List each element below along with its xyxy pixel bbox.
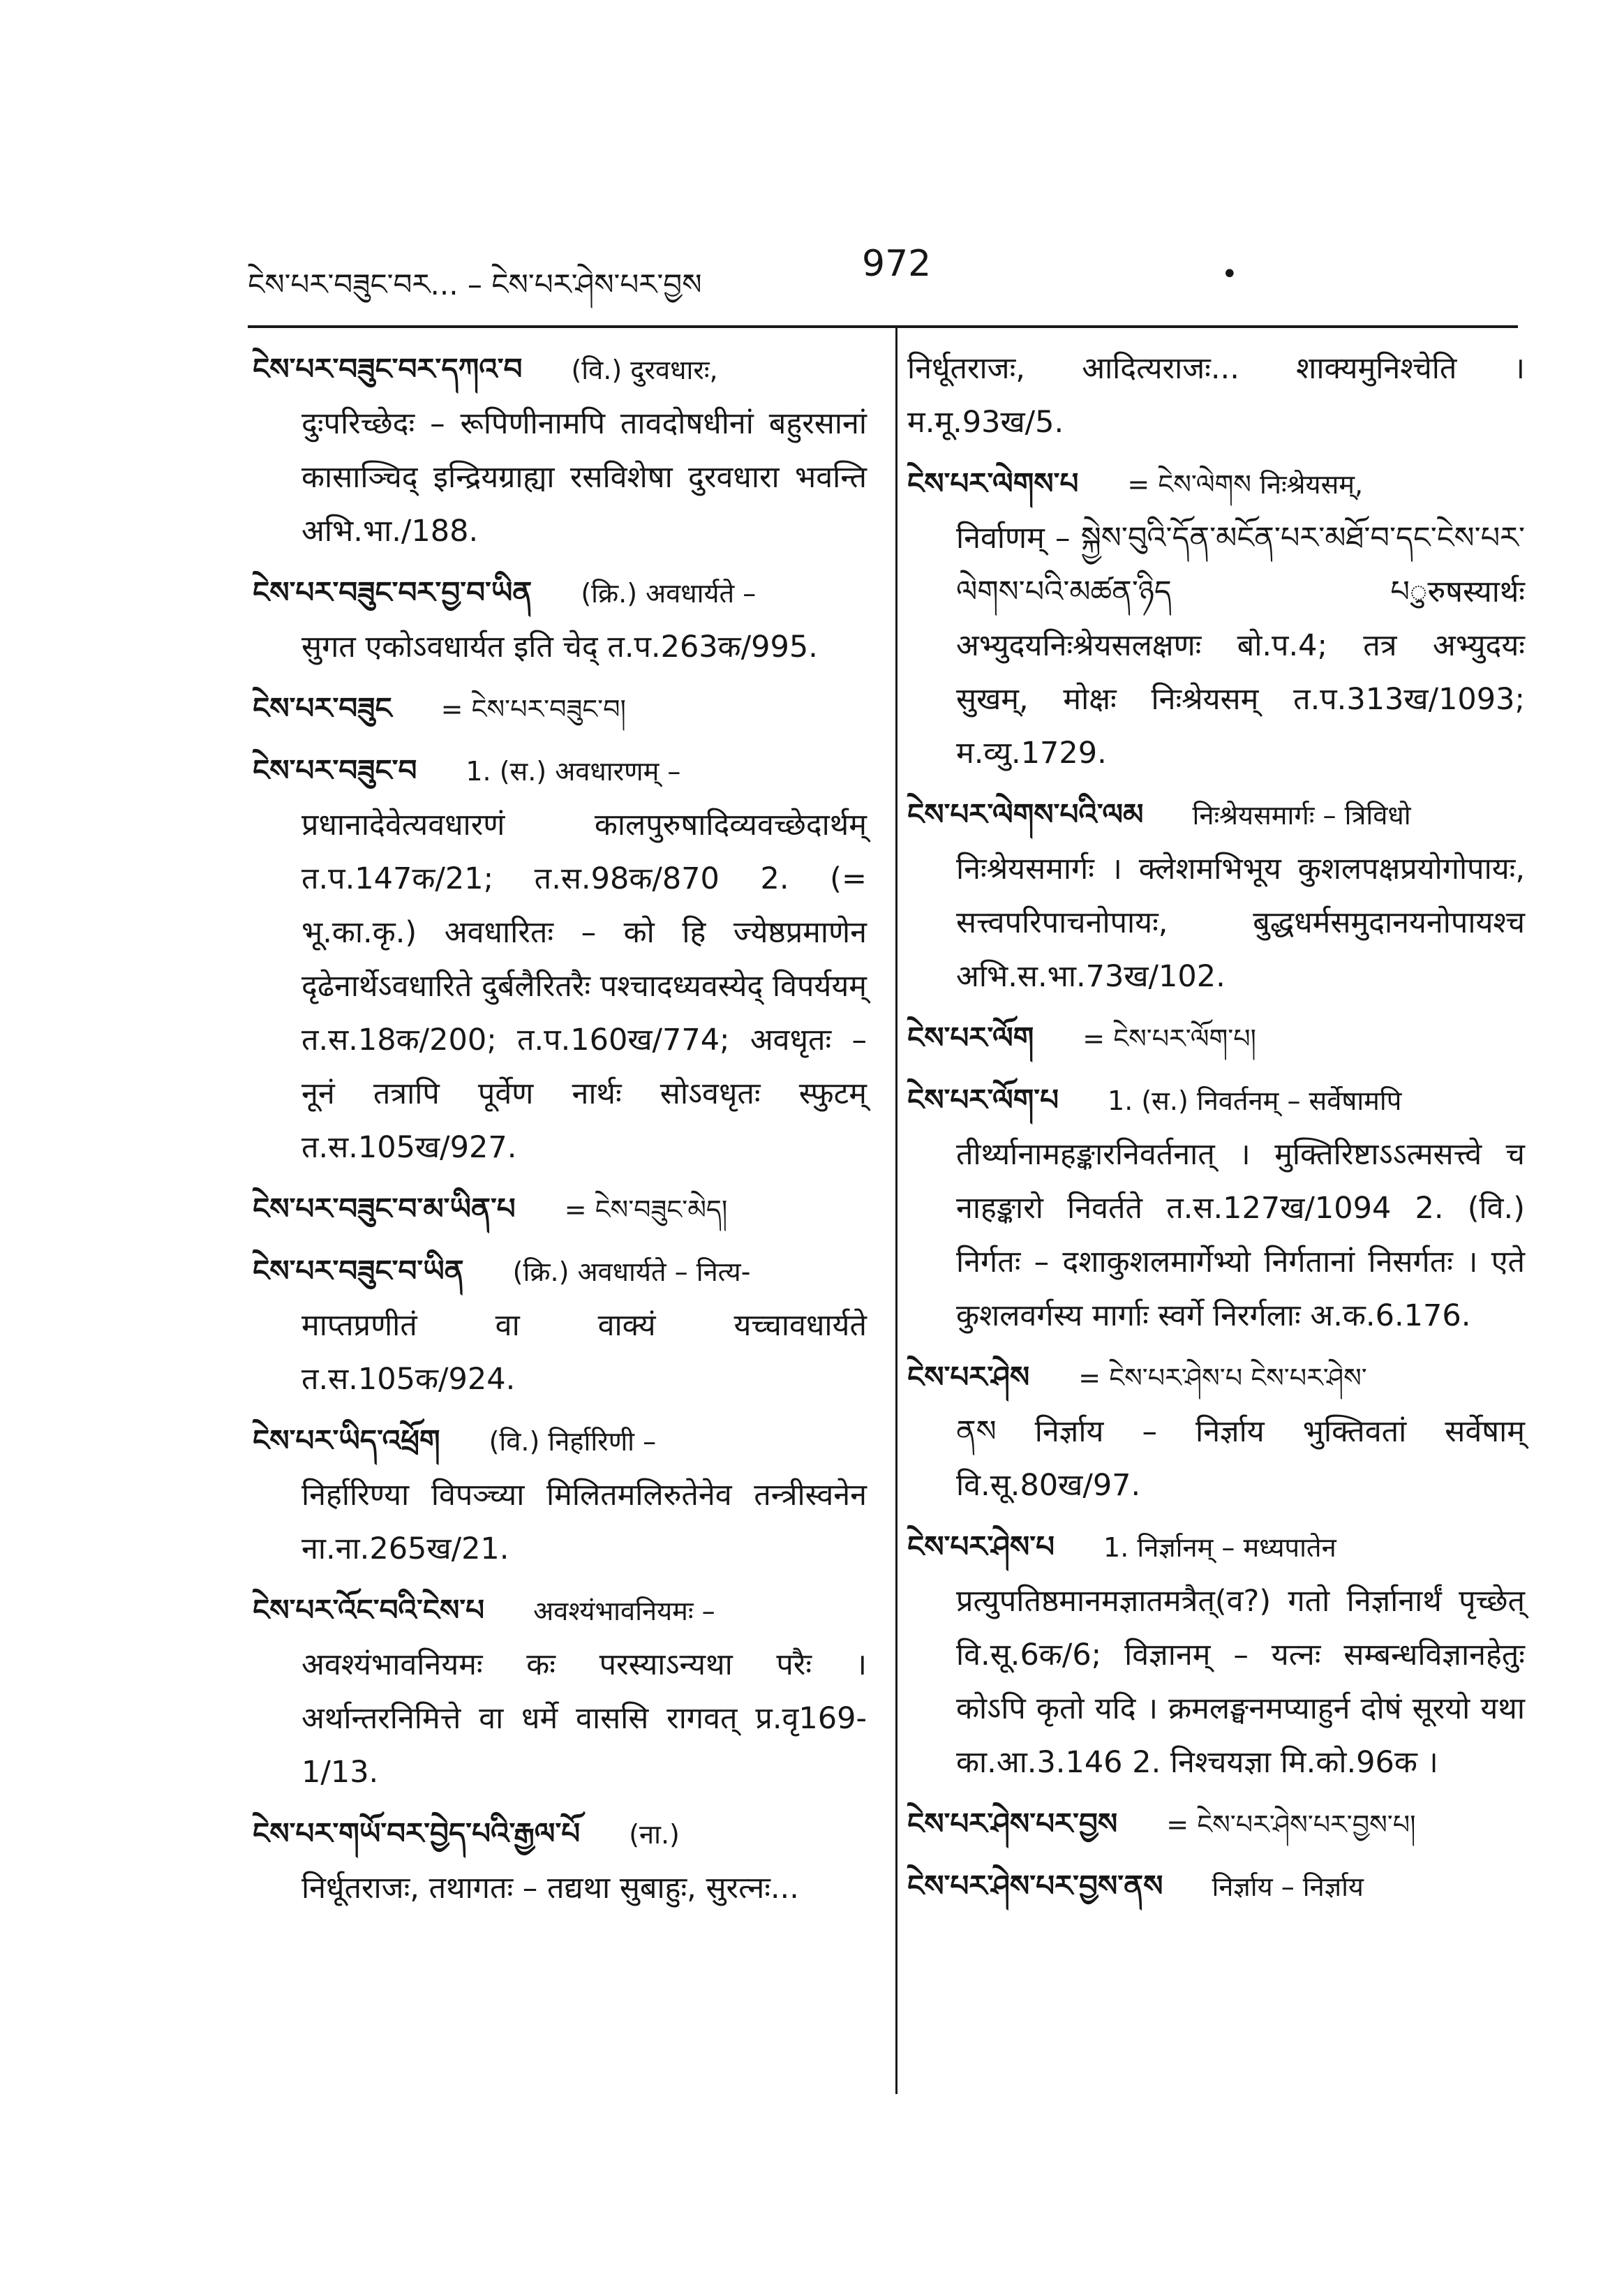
grammar-note: 1. (स.) निवर्तनम् – सर्वेषामपि (1108, 1085, 1402, 1116)
grammar-note: = ངེས་པར་ལོག་པ། (1082, 1023, 1256, 1054)
dictionary-entry (907, 1859, 1525, 1914)
grammar-note: = ངེས་པར་ཤེས་པ ངེས་པར་ཤེས་ (1078, 1363, 1367, 1393)
grammar-note: = ངེས་པར་ཤེས་པར་བྱས་པ། (1166, 1809, 1416, 1840)
dictionary-entry (253, 1806, 867, 1915)
dictionary-entry (253, 681, 867, 736)
headword: ངེས་པར་ལེགས་པ (907, 466, 1079, 500)
entry-definition: सुगत एकोऽवधार्यत इति चेद् त.प.263क/995. (301, 630, 818, 665)
headword: ངེས་པར་ཤེས (907, 1360, 1030, 1394)
entry-definition: निर्वाणम् – སྐྱེས་བུའི་དོན་མངོན་པར་མཐོ་བ་དང་ངེས་པར་ལེགས་པའི་མཚན་ཉིད པुरुषस्यार्थः अभ्युदयनिःश्रेयसलक्षणः बो.प.4; तत्र अभ्युदयः सुखम्, मोक्षः निःश्रेयसम् त.प.313ख/1093; म.व्यु.1729. (956, 521, 1525, 771)
entry-headline (253, 1583, 867, 1638)
entry-headline (253, 342, 867, 397)
dictionary-entry (253, 743, 867, 1175)
header-rule (248, 325, 1518, 328)
dictionary-entry (253, 565, 867, 674)
entry-definition: अवश्यंभावनियमः कः परस्याऽन्यथा परैः । अर्थान्तरनिमित्ते वा धर्मे वाससि रागवत् प्र.वृ169-1/13. (301, 1647, 867, 1790)
headword: ངེས་པར་བཟུང་བ་ཡིན (253, 1254, 464, 1288)
header-mark: • (1221, 258, 1238, 290)
entry-definition: निर्धूतराजः, आदित्यराजः... शाक्यमुनिश्चेति । म.मू.93ख/5. (907, 351, 1525, 440)
entry-definition: प्रधानादेवेत्यवधारणं कालपुरुषादिव्यवच्छेदार्थम् त.प.147क/21; त.स.98क/870 2. (= भू.का.कृ.) अवधारितः – को हि ज्येष्ठप्रमाणेन दृढेनार्थेऽवधारिते दुर्बलैरितरैः पश्चादध्यवस्येद् विपर्ययम् त.स.18क/200; त.प.160ख/774; अवधृतः – नूनं तत्रापि पूर्वेण नार्थः सोऽवधृतः स्फुटम् त.स.105ख/927. (301, 808, 867, 1165)
entry-headline (253, 1244, 867, 1299)
headword: ངེས་པར་བཟུང (253, 691, 392, 725)
entry-headline (907, 1520, 1525, 1575)
grammar-note: (क्रि.) अवधार्यते – (581, 578, 757, 609)
headword: ངེས་པར་ཤེས་པར་བྱས (907, 1806, 1118, 1841)
entry-headline (253, 743, 867, 799)
entry-definition: प्रत्युपतिष्ठमानमज्ञातमत्रैत्(व?) गतो निर्ज्ञानार्थं पृच्छेत् वि.सू.6क/6; विज्ञानम् – यत्नः सम्बन्धविज्ञानहेतुः कोऽपि कृतो यदि । क्रमलङ्घनमप्याहुर्न दोषं सूरयो यथा का.आ.3.146 2. निश्चयज्ञा मि.को.96क । (956, 1584, 1525, 1780)
dictionary-entry (907, 457, 1525, 780)
headword: ངེས་པར་ལོག (907, 1021, 1034, 1055)
entry-headline (253, 1413, 867, 1469)
dictionary-entry (907, 1520, 1525, 1790)
headword: ངེས་པར་ཤེས་པར་བྱས་ནས (907, 1869, 1163, 1903)
headword: ངེས་པར་འོང་བའི་ངེས་པ (253, 1593, 485, 1627)
page-number: 972 (862, 243, 932, 285)
headword: ངེས་པར་ཤེས་པ (907, 1529, 1055, 1564)
grammar-note: निःश्रेयसमार्गः – त्रिविधो (1192, 800, 1411, 831)
entry-definition: निःश्रेयसमार्गः । क्लेशमभिभूय कुशलपक्षप्रयोगोपायः, सत्त्वपरिपाचनोपायः, बुद्धधर्मसमुदानयनोपायश्च अभि.स.भा.73ख/102. (956, 852, 1525, 994)
entry-definition: निर्हारिण्या विपञ्च्या मिलितमलिरुतेनेव तन्त्रीस्वनेन ना.ना.265ख/21. (301, 1478, 867, 1566)
grammar-note: (ना.) (629, 1819, 680, 1850)
dictionary-entry (907, 1011, 1525, 1066)
right-column (907, 342, 1525, 1921)
headword: ངེས་པར་གཡོ་བར་བྱེད་པའི་རྒྱལ་པོ (253, 1816, 581, 1850)
dictionary-entry (907, 787, 1525, 1004)
entry-headline (253, 1182, 867, 1237)
headword: ངེས་པར་བཟུང་བར་བྱ་བ་ཡིན (253, 575, 532, 609)
dictionary-entry (253, 1583, 867, 1799)
grammar-note: निर्ज्ञाय – निर्ज्ञाय (1212, 1871, 1364, 1902)
entry-headline (907, 1797, 1525, 1852)
headword: ངེས་པར་ལེགས་པའི་ལམ (907, 797, 1144, 831)
headword: ངེས་པར་ལོག་པ (907, 1083, 1059, 1117)
entry-definition: माप्तप्रणीतं वा वाक्यं यच्चावधार्यते त.स.105क/924. (301, 1308, 867, 1397)
entry-headline (907, 1073, 1525, 1128)
grammar-note: (वि.) दुरवधारः, (571, 355, 718, 385)
grammar-note: = ངེས་ལེགས निःश्रेयसम्, (1127, 469, 1364, 500)
entry-headline (907, 457, 1525, 512)
entry-definition: ནས निर्ज्ञाय – निर्ज्ञाय भुक्तिवतां सर्वेषाम् वि.सू.80ख/97. (956, 1414, 1525, 1503)
entry-headline (907, 787, 1525, 843)
entry-headline (907, 1859, 1525, 1914)
dictionary-entry (253, 342, 867, 558)
entry-headline (253, 681, 867, 736)
entry-definition: निर्धूतराजः, तथागतः – तद्यथा सुबाहुः, सुरत्नः... (301, 1871, 799, 1906)
grammar-note: = ངེས་བཟུང་མེད། (564, 1194, 728, 1225)
grammar-note: (क्रि.) अवधार्यते – नित्य- (512, 1256, 751, 1287)
entry-definition: तीर्थ्यानामहङ्कारनिवर्तनात् । मुक्तिरिष्टाऽऽत्मसत्त्वे च नाहङ्कारो निवर्तते त.स.127ख/1094 2. (वि.) निर्गतः – दशाकुशलमार्गेभ्यो निर्गतानां निसर्गतः । एते कुशलवर्गस्य मार्गाः स्वर्गे निरर्गलाः अ.क.6.176. (956, 1137, 1525, 1333)
entry-headline (907, 1350, 1525, 1405)
headword: ངེས་པར་བཟུང་བ་མ་ཡིན་པ (253, 1192, 516, 1226)
headword: ངེས་པར་བཟུང་བར་དཀའ་བ (253, 352, 523, 386)
grammar-note: = ངེས་པར་བཟུང་བ། (440, 694, 626, 725)
dictionary-entry (907, 1797, 1525, 1852)
headword: ངེས་པར་བཟུང་བ (253, 753, 417, 787)
grammar-note: 1. निर्ज्ञानम् – मध्यपातेन (1103, 1532, 1336, 1563)
column-divider (895, 328, 897, 2094)
grammar-note: अवश्यंभावनियमः – (533, 1596, 715, 1626)
page-header (248, 237, 1525, 302)
guide-words: ངེས་པར་བཟུང་བར... – ངེས་པར་ཤེས་པར་བྱས (248, 267, 702, 302)
headword: ངེས་པར་ཡིད་འཕྲོག (253, 1423, 440, 1457)
entry-definition: दुःपरिच्छेदः – रूपिणीनामपि तावदोषधीनां बहुरसानां कासाञ्चिद् इन्द्रियग्राह्या रसविशेषा दुरवधारा भवन्ति अभि.भा./188. (301, 406, 867, 549)
grammar-note: 1. (स.) अवधारणम् – (465, 756, 681, 787)
dictionary-entry (907, 1350, 1525, 1513)
left-column (253, 342, 867, 1922)
entry-headline (907, 1011, 1525, 1066)
entry-headline (253, 1806, 867, 1862)
dictionary-entry (253, 1182, 867, 1237)
dictionary-entry (253, 1413, 867, 1576)
dictionary-entry (907, 342, 1525, 450)
entry-headline (253, 565, 867, 621)
dictionary-entry (907, 1073, 1525, 1343)
grammar-note: (वि.) निर्हारिणी – (489, 1426, 657, 1457)
dictionary-entry (253, 1244, 867, 1407)
